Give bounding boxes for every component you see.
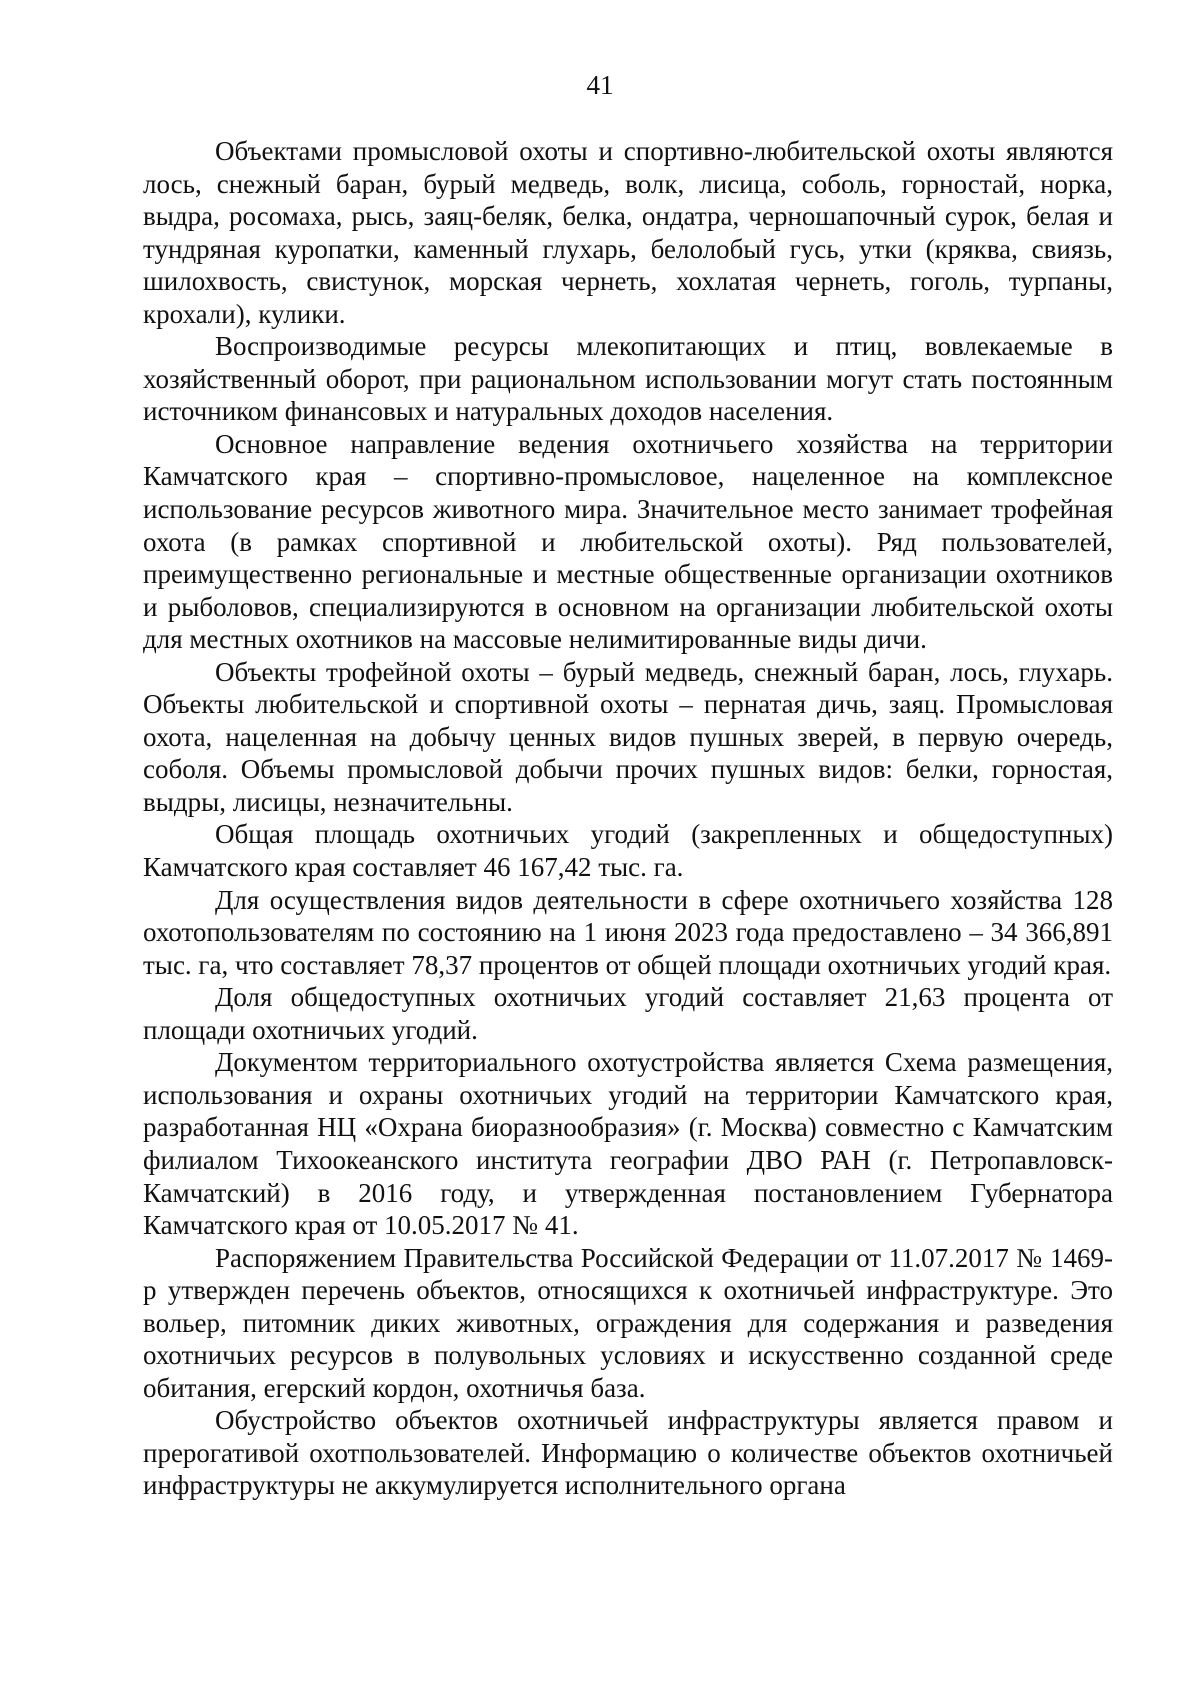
paragraph-trophy-hunting: Объекты трофейной охоты – бурый медведь, снежный баран, лось, глухарь. Объекты любительской и спортивной охоты – пернатая дичь, заяц. Промысловая охота, нацеленная на добычу ценных видов пушных зверей, в первую очередь, соболя. Объемы промысловой добычи прочих пушных видов: белки, горностая, выдры, лисицы, незначительны.	[143, 656, 1113, 817]
paragraph-renewable-resources: Воспроизводимые ресурсы млекопитающих и птиц, вовлекаемые в хозяйственный оборот, при рациональном использовании могут стать постоянным источником финансовых и натуральных доходов населения.	[143, 331, 1113, 427]
document-body	[143, 135, 1113, 1502]
paragraph-main-direction: Основное направление ведения охотничьего хозяйства на территории Камчатского края – спортивно-промысловое, нацеленное на комплексное использование ресурсов животного мира. Значительное место занимает трофейная охота (в рамках спортивной и любительской охоты). Ряд пользователей, преимущественно региональные и местные общественные организации охотников и рыболовов, специализируются в основном на организации любительской охоты для местных охотников на массовые нелимитированные виды дичи.	[143, 428, 1113, 655]
paragraph-game-species: Объектами промысловой охоты и спортивно-любительской охоты являются лось, снежный баран, бурый медведь, волк, лисица, соболь, горностай, норка, выдра, росомаха, рысь, заяц-беляк, белка, ондатра, черношапочный сурок, белая и тундряная куропатки, каменный глухарь, белолобый гусь, утки (кряква, свиязь, шилохвость, свистунок, морская чернеть, хохлатая чернеть, гоголь, турпаны, крохали), кулики.	[143, 136, 1113, 329]
paragraph-infrastructure-order: Распоряжением Правительства Российской Федерации от 11.07.2017 № 1469-р утвержден перечень объектов, относящихся к охотничьей инфраструктуре. Это вольер, питомник диких животных, ограждения для содержания и разведения охотничьих ресурсов в полувольных условиях и искусственно созданной среде обитания, егерский кордон, охотничья база.	[143, 1242, 1113, 1403]
paragraph-infrastructure-arrangement: Обустройство объектов охотничьей инфраструктуры является правом и прерогативой охотпользователей. Информацию о количестве объектов охотничьей инфраструктуры не аккумулируется исполнительного органа	[143, 1405, 1113, 1501]
paragraph-territorial-planning: Документом территориального охотустройства является Схема размещения, использования и охраны охотничьих угодий на территории Камчатского края, разработанная НЦ «Охрана биоразнообразия» (г. Москва) совместно с Камчатским филиалом Тихоокеанского института географии ДВО РАН (г. Петропавловск-Камчатский) в 2016 году, и утвержденная постановлением Губернатора Камчатского края от 10.05.2017 № 41.	[143, 1047, 1113, 1241]
paragraph-allocated-area: Для осуществления видов деятельности в сфере охотничьего хозяйства 128 охотопользователям по состоянию на 1 июня 2023 года предоставлено – 34 366,891 тыс. га, что составляет 78,37 процентов от общей площади охотничьих угодий края.	[143, 884, 1113, 980]
paragraph-public-share: Доля общедоступных охотничьих угодий составляет 21,63 процента от площади охотничьих угодий.	[143, 982, 1113, 1045]
paragraph-total-area: Общая площадь охотничьих угодий (закрепленных и общедоступных) Камчатского края составляет 46 167,42 тыс. га.	[143, 819, 1113, 883]
page-number: 41	[586, 70, 614, 100]
